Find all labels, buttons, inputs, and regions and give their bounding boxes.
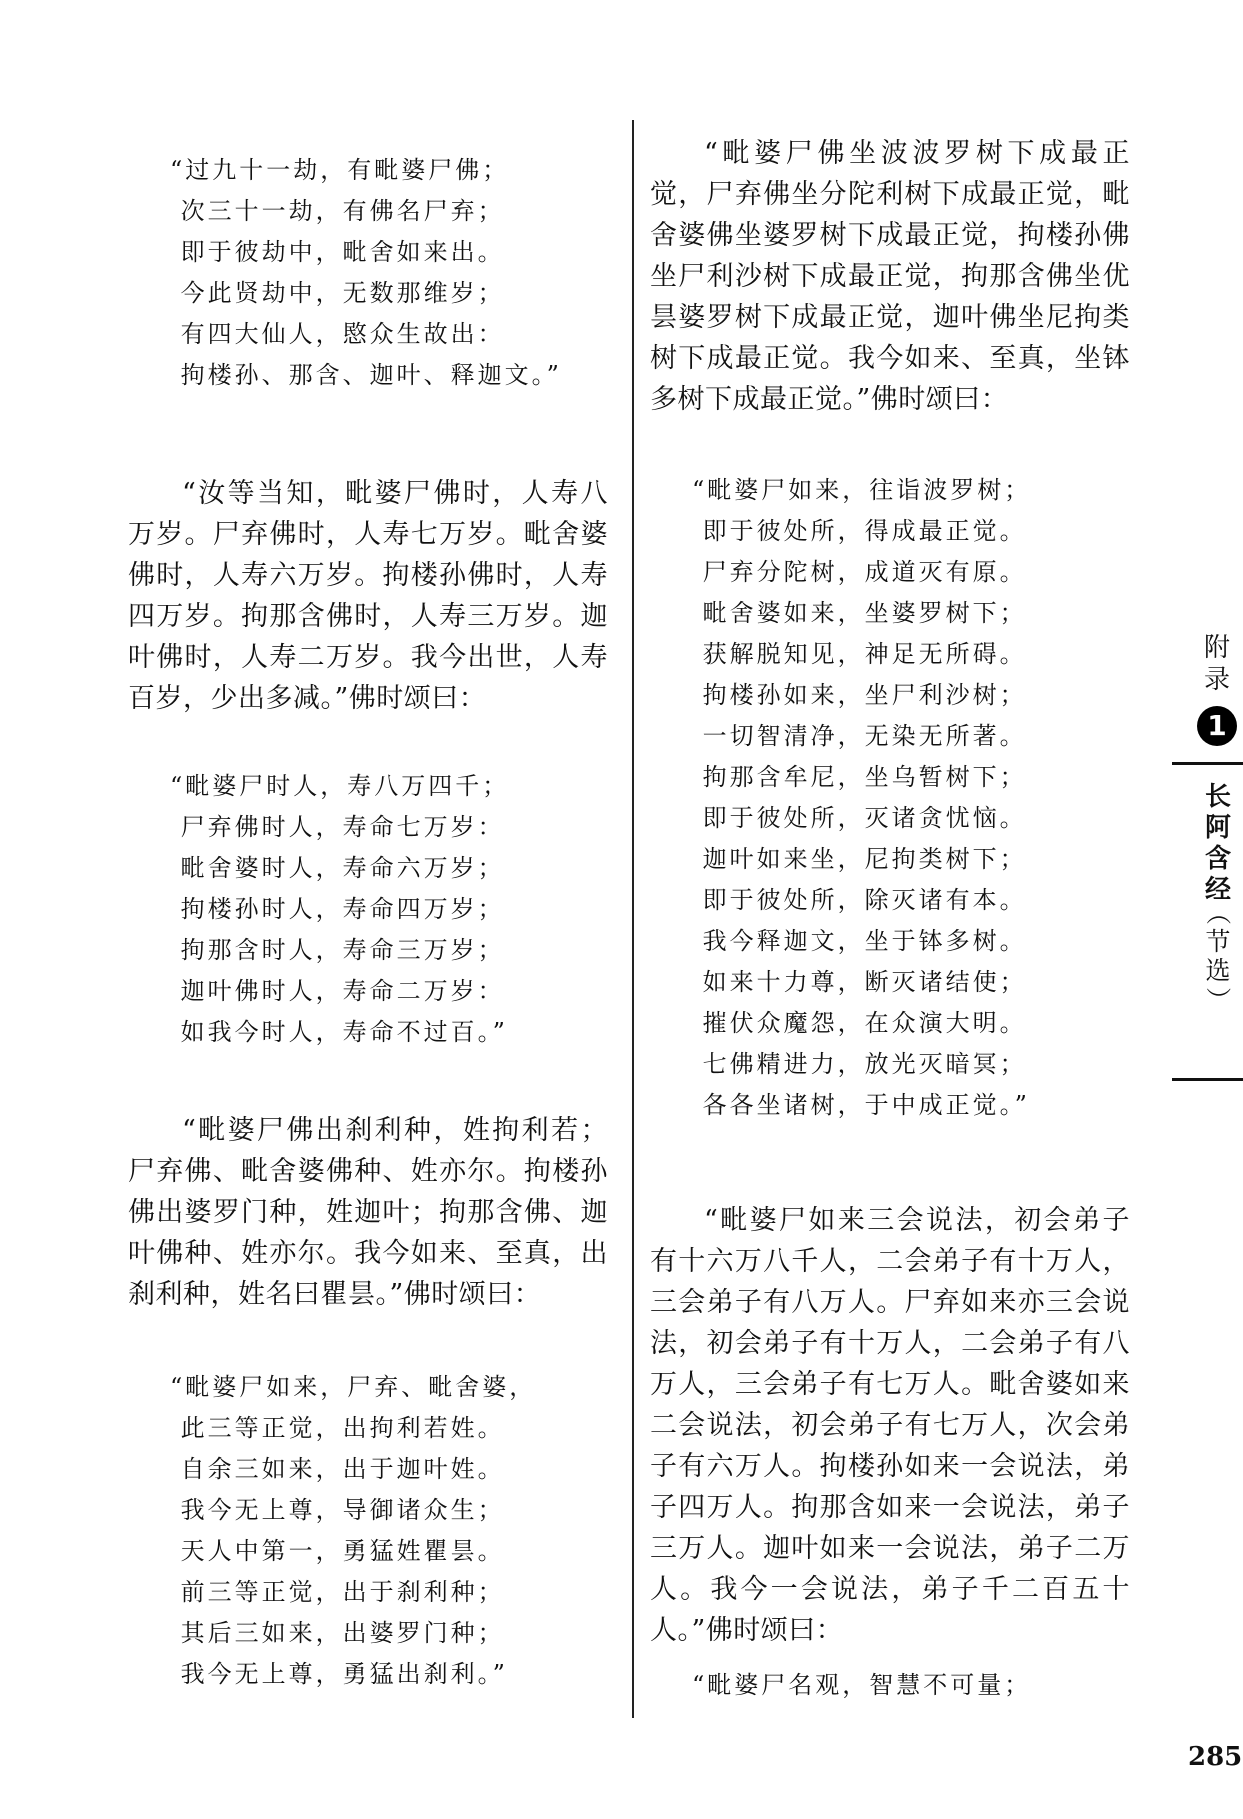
right-paragraph-2 bbox=[650, 1200, 1130, 1651]
verse-line: 毗舍婆时人，寿命六万岁； bbox=[170, 854, 505, 882]
vertical-char: 长 bbox=[1204, 782, 1231, 812]
verse-line: 我今无上尊，勇猛出刹利。” bbox=[170, 1660, 508, 1688]
paragraph-text: “汝等当知，毗婆尸佛时，人寿八万岁。尸弃佛时，人寿七万岁。毗舍婆佛时，人寿六万岁。拘楼孙佛时，人寿四万岁。拘那含佛时，人寿三万岁。迦叶佛时，人寿二万岁。我今出世，人寿百岁，少出多减。”佛时颂曰： bbox=[128, 478, 608, 714]
paragraph-text: “毗婆尸佛出刹利种，姓拘利若；尸弃佛、毗舍婆佛种、姓亦尔。拘楼孙佛出婆罗门种，姓迦叶；拘那含佛、迦叶佛种、姓亦尔。我今如来、至真，出刹利种，姓名曰瞿昙。”佛时颂曰： bbox=[128, 1115, 608, 1310]
verse-line: 拘楼孙、那含、迦叶、释迦文。” bbox=[170, 361, 562, 389]
verse-line: 此三等正觉，出拘利若姓。 bbox=[170, 1414, 505, 1442]
verse-line: 七佛精进力，放光灭暗冥； bbox=[692, 1050, 1027, 1078]
vertical-char: 选 bbox=[1205, 956, 1231, 985]
left-verse-2 bbox=[170, 766, 650, 1053]
appendix-label bbox=[1198, 632, 1236, 696]
sidebar-rule-top bbox=[1172, 762, 1243, 765]
right-verse-1 bbox=[692, 470, 1172, 1126]
left-verse-1 bbox=[170, 150, 650, 396]
verse-line: 即于彼处所，得成最正觉。 bbox=[692, 517, 1027, 545]
vertical-char: ） bbox=[1203, 986, 1233, 1012]
verse-line: 毗舍婆如来，坐婆罗树下； bbox=[692, 599, 1027, 627]
verse-line: 今此贤劫中，无数那维岁； bbox=[170, 279, 505, 307]
vertical-char: 录 bbox=[1203, 665, 1230, 695]
paragraph-text: “毗婆尸佛坐波波罗树下成最正觉，尸弃佛坐分陀利树下成最正觉，毗舍婆佛坐婆罗树下成最正觉，拘楼孙佛坐尸利沙树下成最正觉，拘那含佛坐优昙婆罗树下成最正觉，迦叶佛坐尼拘类树下成最正觉。我今如来、至真，坐钵多树下成最正觉。”佛时颂曰： bbox=[650, 138, 1130, 415]
section-subtitle bbox=[1198, 898, 1238, 1014]
vertical-char: 经 bbox=[1204, 875, 1231, 905]
verse-line: 拘那含时人，寿命三万岁； bbox=[170, 936, 505, 964]
verse-line: 尸弃佛时人，寿命七万岁： bbox=[170, 813, 505, 841]
verse-line: 即于彼处所，除灭诸有本。 bbox=[692, 886, 1027, 914]
verse-line: “毗婆尸如来，尸弃、毗舍婆， bbox=[170, 1373, 537, 1401]
section-title bbox=[1198, 782, 1238, 906]
verse-line: 即于彼处所，灭诸贪忧恼。 bbox=[692, 804, 1027, 832]
verse-line: 如来十力尊，断灭诸结使； bbox=[692, 968, 1027, 996]
verse-line: “毗婆尸如来，往诣波罗树； bbox=[692, 476, 1032, 504]
verse-line: 其后三如来，出婆罗门种； bbox=[170, 1619, 505, 1647]
left-verse-3 bbox=[170, 1367, 650, 1695]
verse-line: 如我今时人，寿命不过百。” bbox=[170, 1018, 508, 1046]
chapter-number-badge: 1 bbox=[1197, 706, 1237, 746]
verse-line: 天人中第一，勇猛姓瞿昙。 bbox=[170, 1537, 505, 1565]
sidebar-rule-bottom bbox=[1172, 1078, 1243, 1081]
left-paragraph-2 bbox=[128, 1110, 608, 1315]
verse-line: “过九十一劫，有毗婆尸佛； bbox=[170, 156, 510, 184]
verse-line: “毗婆尸名观，智慧不可量； bbox=[692, 1671, 1032, 1699]
verse-line: 拘那含牟尼，坐乌暂树下； bbox=[692, 763, 1027, 791]
vertical-char: 节 bbox=[1205, 927, 1231, 956]
vertical-char: 含 bbox=[1204, 844, 1231, 874]
vertical-char: （ bbox=[1203, 899, 1233, 925]
verse-line: 自余三如来，出于迦叶姓。 bbox=[170, 1455, 505, 1483]
verse-line: 我今无上尊，导御诸众生； bbox=[170, 1496, 505, 1524]
column-divider bbox=[632, 120, 634, 1718]
verse-line: 迦叶如来坐，尼拘类树下； bbox=[692, 845, 1027, 873]
verse-line: 摧伏众魔怨，在众演大明。 bbox=[692, 1009, 1027, 1037]
paragraph-text: “毗婆尸如来三会说法，初会弟子有十六万八千人，二会弟子有十万人，三会弟子有八万人。尸弃如来亦三会说法，初会弟子有十万人，二会弟子有八万人，三会弟子有七万人。毗舍婆如来二会说法，初会弟子有七万人，次会弟子有六万人。拘楼孙如来一会说法，弟子四万人。拘那含如来一会说法，弟子三万人。迦叶如来一会说法，弟子二万人。我今一会说法，弟子千二百五十人。”佛时颂曰： bbox=[650, 1205, 1130, 1646]
verse-line: 尸弃分陀树，成道灭有原。 bbox=[692, 558, 1027, 586]
right-paragraph-1 bbox=[650, 133, 1130, 420]
page-number: 285 bbox=[1188, 1742, 1243, 1772]
verse-line: 次三十一劫，有佛名尸弃； bbox=[170, 197, 505, 225]
vertical-char: 阿 bbox=[1204, 813, 1231, 843]
verse-line: 迦叶佛时人，寿命二万岁： bbox=[170, 977, 505, 1005]
verse-line: 一切智清净，无染无所著。 bbox=[692, 722, 1027, 750]
right-verse-2 bbox=[692, 1665, 1172, 1706]
verse-line: 有四大仙人，愍众生故出： bbox=[170, 320, 505, 348]
verse-line: 即于彼劫中，毗舍如来出。 bbox=[170, 238, 505, 266]
verse-line: 拘楼孙如来，坐尸利沙树； bbox=[692, 681, 1027, 709]
vertical-char: 附 bbox=[1203, 633, 1230, 663]
verse-line: 获解脱知见，神足无所碍。 bbox=[692, 640, 1027, 668]
verse-line: 前三等正觉，出于刹利种； bbox=[170, 1578, 505, 1606]
verse-line: 各各坐诸树，于中成正觉。” bbox=[692, 1091, 1030, 1119]
verse-line: 我今释迦文，坐于钵多树。 bbox=[692, 927, 1027, 955]
verse-line: “毗婆尸时人，寿八万四千； bbox=[170, 772, 510, 800]
left-paragraph-1 bbox=[128, 473, 608, 719]
verse-line: 拘楼孙时人，寿命四万岁； bbox=[170, 895, 505, 923]
